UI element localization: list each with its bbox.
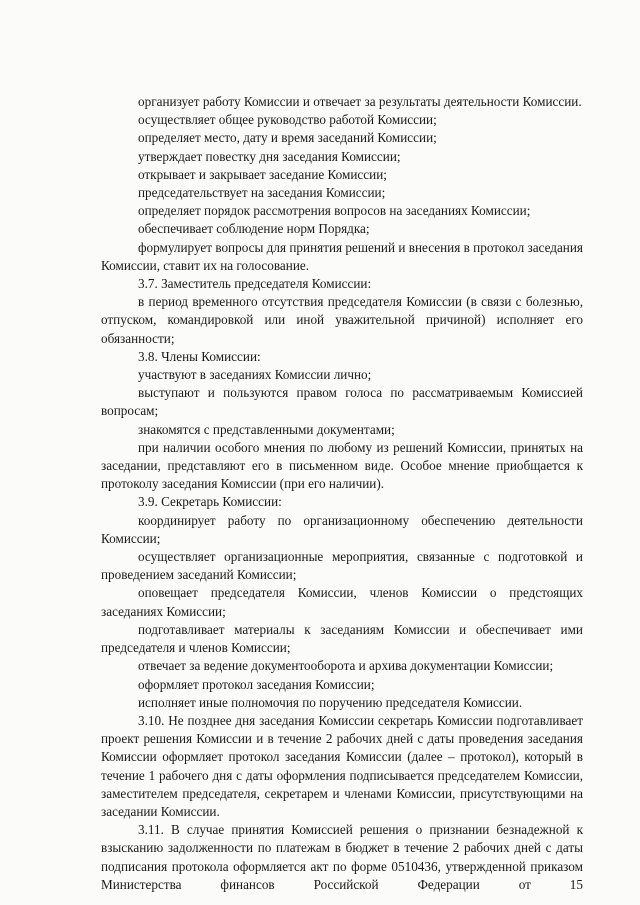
paragraph: в период временного отсутствия председателя Комиссии (в связи с болезнью, отпуском, командировкой или иной уважительной причиной) исполняет его обязанности; [101, 294, 583, 346]
paragraph: определяет место, дату и время заседаний Комиссии; [138, 130, 437, 146]
paragraph: оформляет протокол заседания Комиссии; [138, 676, 375, 692]
paragraph: организует работу Комиссии и отвечает за результаты деятельности Комиссии. [138, 94, 582, 109]
paragraph: осуществляет организационные мероприятия, связанные с подготовкой и проведением заседаний Комиссии; [101, 549, 583, 583]
paragraph: 3.10. Не позднее дня заседания Комиссии секретарь Комиссии подготавливает проект решения Комиссии и в течение 2 рабочих дней с даты проведения заседания Комиссии оформляет протокол заседания Комиссии (далее – протокол), который в течение 1 рабочего дня с даты оформления подписывается председателем Комиссии, заместителем председателя, секретарем и членами Комиссии, присутствующими на заседании Комиссии. [101, 712, 583, 819]
section-heading: 3.7. Заместитель председателя Комиссии: [138, 276, 372, 292]
paragraph: обеспечивает соблюдение норм Порядка; [138, 221, 370, 237]
paragraph: председательствует на заседания Комиссии; [138, 185, 386, 201]
paragraph: формулирует вопросы для принятия решений и внесения в протокол заседания Комиссии, ставит их на голосование. [101, 239, 583, 273]
paragraph: 3.11. В случае принятия Комиссией решения о признании безнадежной к взысканию задолженности по платежам в бюджет в течение 2 рабочих дней с даты подписания протокола оформляется акт по форме 0510436, утвержденной приказом Министерства финансов Российской Федерации от 15 [101, 822, 583, 892]
paragraph: при наличии особого мнения по любому из решений Комиссии, принятых на заседании, представляют его в письменном виде. Особое мнение приобщается к протоколу заседания Комиссии (при его наличии). [101, 439, 583, 492]
paragraph: отвечает за ведение документооборота и архива документации Комиссии; [138, 658, 554, 674]
paragraph: утверждает повестку дня заседания Комиссии; [138, 148, 401, 164]
paragraph: оповещает председателя Комиссии, членов Комиссии о предстоящих заседаниях Комиссии; [101, 585, 583, 619]
paragraph: исполняет иные полномочия по поручению председателя Комиссии. [138, 694, 523, 710]
paragraph: знакомятся с представленными документами; [138, 421, 395, 437]
paragraph: координирует работу по организационному обеспечению деятельности Комиссии; [101, 512, 583, 546]
document-body [101, 93, 583, 894]
paragraph: участвуют в заседаниях Комиссии лично; [138, 367, 372, 383]
paragraph: выступают и пользуются правом голоса по рассматриваемым Комиссией вопросам; [101, 385, 583, 419]
section-heading: 3.8. Члены Комиссии: [138, 348, 261, 364]
paragraph: подготавливает материалы к заседаниям Комиссии и обеспечивает ими председателя и членов Комиссии; [101, 621, 583, 656]
section-heading: 3.9. Секретарь Комиссии: [138, 494, 282, 510]
paragraph: определяет порядок рассмотрения вопросов на заседаниях Комиссии; [138, 203, 531, 219]
paragraph: осуществляет общее руководство работой Комиссии; [138, 112, 437, 128]
paragraph: открывает и закрывает заседание Комиссии; [138, 166, 387, 182]
